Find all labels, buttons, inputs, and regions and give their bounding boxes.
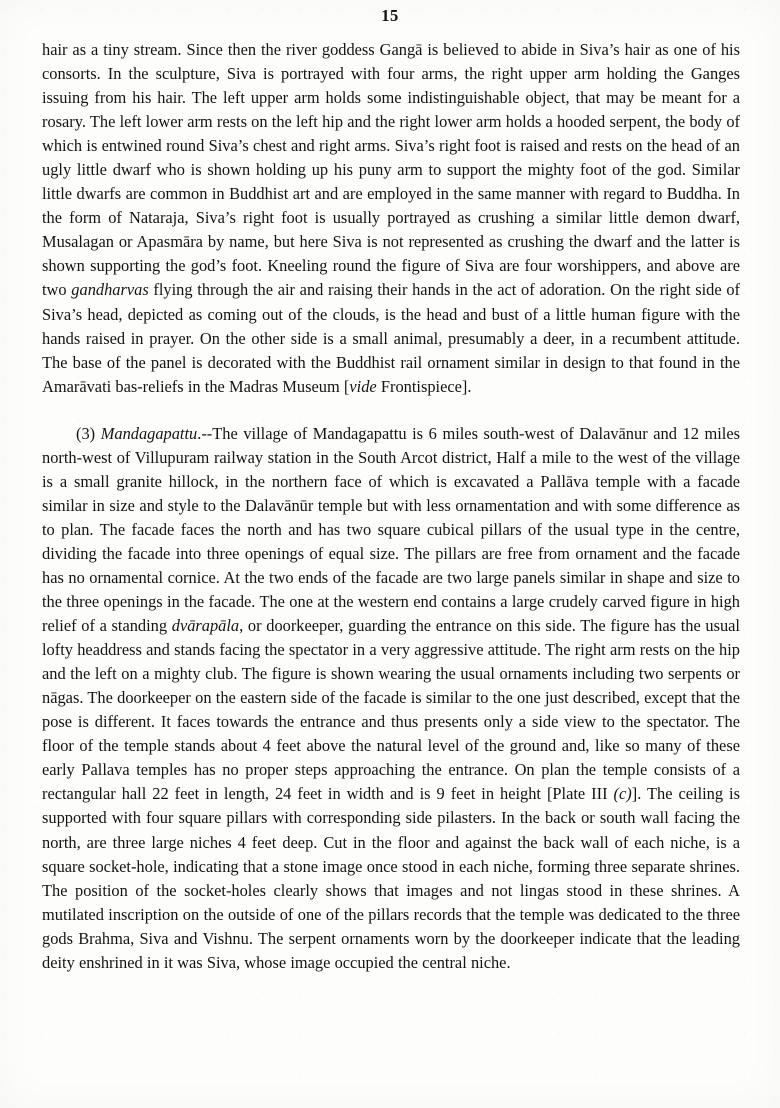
text-run: flying through the air and raising their hands in the act of adoration. On the right side of Siva’s head, depicted as coming out of the clouds, is the head and bust of a little human figure with the hands raised in prayer. On the other side is a small animal, presumably a deer, in a recumbent attitude. The base of the panel is decorated with the Buddhist rail ornament similar in design to that found in the Amarāvati bas-reliefs in the Madras Museum [ (42, 280, 740, 396)
text-run: hair as a tiny stream. Since then the river goddess Gangā is believed to abide in Siva’s hair as one of his consorts. In the sculpture, Siva is portrayed with four arms, the right upper arm holding the Ganges issuing from his hair. The left upper arm holds some indistinguishable object, that may be meant for a rosary. The left lower arm rests on the left hip and the right lower arm holds a hooded serpent, the body of which is entwined round Siva’s chest and right arms. Siva’s right foot is raised and rests on the head of an ugly little dwarf who is shown holding up his puny arm to support the mighty foot of the god. Similar little dwarfs are common in Buddhist art and are employed in the same manner with regard to Buddha. In the form of Nataraja, Siva’s right foot is usually portrayed as crushing a similar little demon dwarf, Musalagan or Apasmāra by name, but here Siva is not represented as crushing the dwarf and the latter is shown supporting the god’s foot. Kneeling round the figure of Siva are four worshippers, and above are two (42, 40, 740, 300)
italic-run: vide (349, 376, 377, 396)
text-column (42, 38, 740, 975)
italic-run: Mandagapattu (100, 423, 198, 443)
text-run: (3) (76, 423, 101, 443)
italic-run: gandharvas (71, 280, 149, 300)
italic-run: dvārapāla (171, 616, 240, 636)
paragraph-somaskanda-ganga (42, 38, 740, 399)
text-run: , or doorkeeper, guarding the entrance on this side. The figure has the usual lofty headdress and stands facing the spectator in a very aggressive attitude. The right arm rests on the hip and the left on a mighty club. The figure is shown wearing the usual ornaments including two serpents or nāgas. The doorkeeper on the eastern side of the facade is similar to the one just described, except that the pose is different. It faces towards the entrance and thus presents only a side view to the spectator. The floor of the temple stands about 4 feet above the natural level of the ground and, like so many of these early Pallava temples has no proper steps approaching the entrance. On plan the temple consists of a rectangular hall 22 feet in length, 24 feet in width and is 9 feet in height [Plate III (42, 616, 740, 804)
text-run: Frontispiece]. (376, 376, 472, 396)
paragraph-mandagapattu (42, 422, 740, 975)
text-run: .--The village of Mandagapattu is 6 miles south-west of Dalavānur and 12 miles north-west of Villupuram railway station in the South Arcot district, Half a mile to the west of the village is a small granite hillock, in the northern face of which is excavated a Pallāva temple with a facade similar in size and style to the Dalavānūr temple but with less ornamentation and with some difference as to plan. The facade faces the north and has two square cubical pillars of the usual type in the centre, dividing the facade into three openings of equal size. The pillars are free from ornament and the facade has no ornamental cornice. At the two ends of the facade are two large panels similar in shape and size to the three openings in the facade. The one at the western end contains a large crudely carved figure in high relief of a standing (42, 423, 741, 636)
text-run: ]. The ceiling is supported with four square pillars with corresponding side pilasters. In the back or south wall facing the north, are three large niches 4 feet deep. Cut in the floor and against the back wall of each niche, is a square socket-hole, indicating that a stone image once stood in each niche, forming three separate shrines. The position of the socket-holes clearly shows that images and not lingas stood in these shrines. A mutilated inscription on the outside of one of the pillars records that the temple was dedicated to the three gods Brahma, Siva and Vishnu. The serpent ornaments worn by the doorkeeper indicate that the leading deity enshrined in it was Siva, whose image occupied the central niche. (42, 784, 740, 972)
italic-run: (c) (613, 784, 632, 804)
page-number: 15 (381, 6, 399, 25)
